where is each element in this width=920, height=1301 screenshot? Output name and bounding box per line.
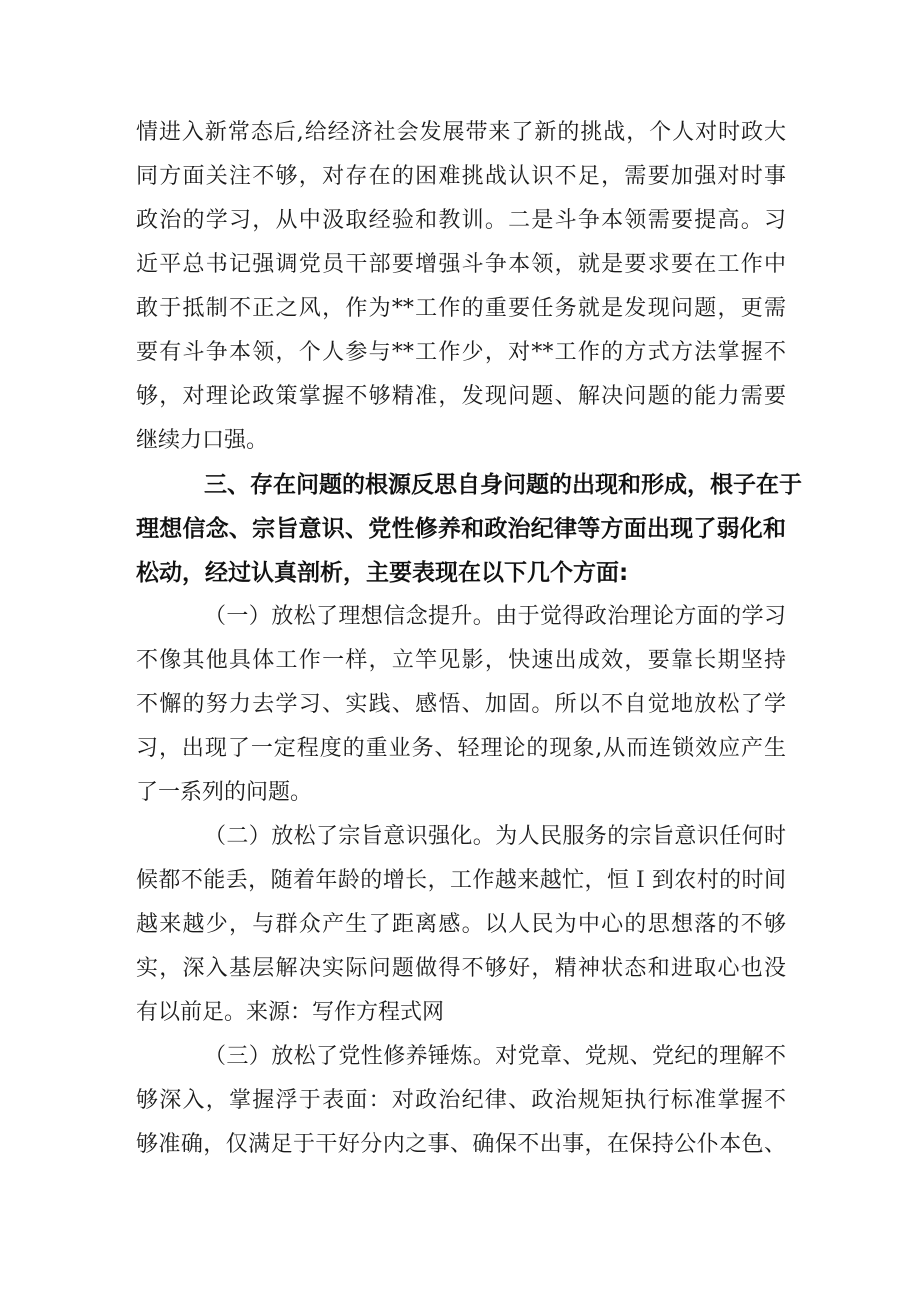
para1-line-6: 要有斗争本领，个人参与**工作少，对**工作的方式方法掌握不: [136, 340, 786, 365]
para1-line-4: 近平总书记强调党员干部要增强斗争本领，就是要求要在工作中: [136, 252, 786, 277]
para3-line-4: 实，深入基层解决实际问题做得不够好，精神状态和进取心也没: [136, 956, 786, 981]
para1-line-8: 继续力口强。: [136, 428, 269, 453]
section-heading-line-2: 理想信念、宗旨意识、党性修养和政治纪律等方面出现了弱化和: [136, 516, 786, 542]
para2-line-2: 不像其他具体工作一样，立竿见影，快速出成效，要靠长期坚持: [136, 648, 786, 673]
para3-line-5: 有以前足。来源：写作方程式网: [136, 1000, 445, 1025]
para1-line-1: 情进入新常态后,给经济社会发展带来了新的挑战，个人对时政大: [136, 120, 786, 145]
para4-line-2: 够深入，掌握浮于表面：对政治纪律、政治规矩执行标准掌握不: [136, 1088, 786, 1113]
para2-line-1: （一）放松了理想信念提升。由于觉得政治理论方面的学习: [204, 604, 786, 629]
para2-line-5: 了一系列的问题。: [136, 780, 313, 805]
para3-line-2: 候都不能丢，随着年龄的增长，工作越来越忙，恒Ｉ到农村的时间: [136, 868, 786, 893]
para2-line-3: 不懈的努力去学习、实践、感悟、加固。所以不自觉地放松了学: [136, 692, 786, 717]
para1-line-2: 同方面关注不够，对存在的困难挑战认识不足，需要加强对时事: [136, 164, 786, 189]
para4-line-3: 够准确，仅满足于干好分内之事、确保不出事，在保持公仆本色、: [136, 1132, 786, 1157]
para1-line-3: 政治的学习，从中汲取经验和教训。二是斗争本领需要提高。习: [136, 208, 786, 233]
section-heading-line-3: 松动，经过认真剖析，主要表现在以下几个方面:: [136, 560, 629, 586]
section-heading-line-1: 三、存在问题的根源反思自身问题的出现和形成，根子在于: [204, 472, 802, 498]
para1-line-7: 够，对理论政策掌握不够精准，发现问题、解决问题的能力需要: [136, 384, 786, 409]
para3-line-1: （二）放松了宗旨意识强化。为人民服务的宗旨意识任何时: [204, 824, 786, 849]
para3-line-3: 越来越少，与群众产生了距离感。以人民为中心的思想落的不够: [136, 912, 786, 937]
para1-line-5: 敢于抵制不正之风，作为**工作的重要任务就是发现问题，更需: [136, 296, 786, 321]
para4-line-1: （三）放松了党性修养锤炼。对党章、党规、党纪的理解不: [204, 1044, 786, 1069]
para2-line-4: 习，出现了一定程度的重业务、轻理论的现象,从而连锁效应产生: [136, 736, 786, 761]
